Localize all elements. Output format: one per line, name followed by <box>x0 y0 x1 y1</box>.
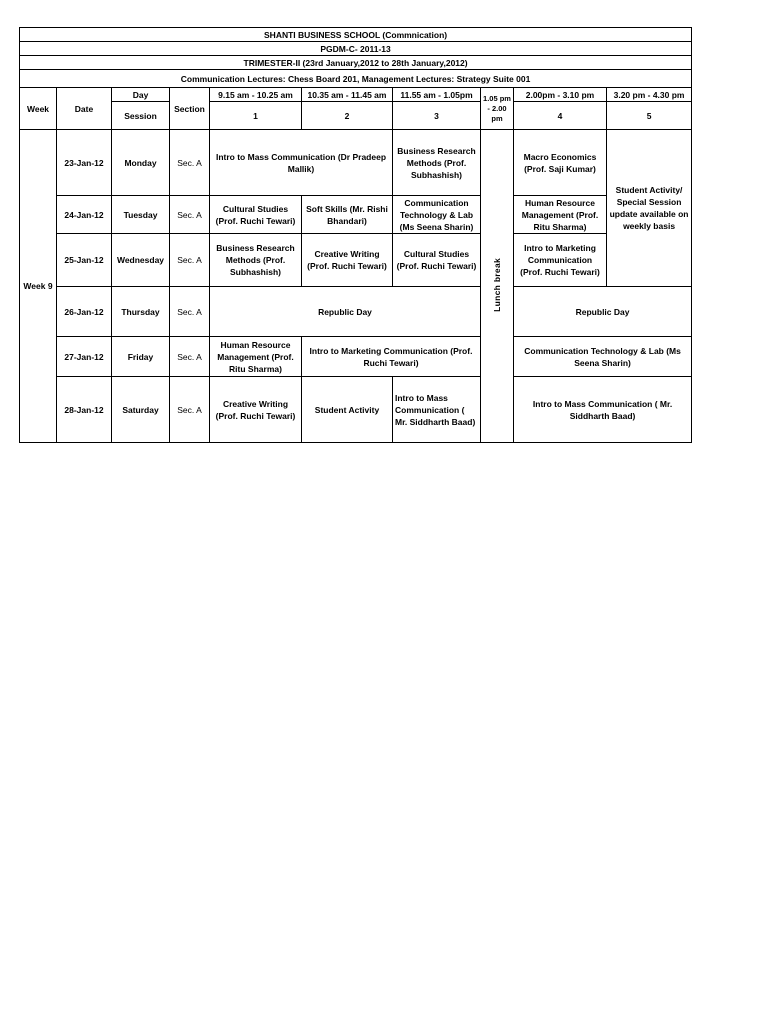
lecture-cell: Communication Technology & Lab (Ms Seena Sharin) <box>514 337 692 377</box>
lecture-cell: Cultural Studies (Prof. Ruchi Tewari) <box>210 196 302 234</box>
slot-time-5: 3.20 pm - 4.30 pm <box>607 88 692 102</box>
holiday-cell: Republic Day <box>210 287 481 337</box>
lecture-cell: Student Activity/ Special Session update available on weekly basis <box>607 130 692 287</box>
section-cell: Sec. A <box>170 377 210 443</box>
date-cell: 23-Jan-12 <box>57 130 112 196</box>
lecture-cell: Cultural Studies (Prof. Ruchi Tewari) <box>393 234 481 287</box>
day-cell: Friday <box>112 337 170 377</box>
table-row <box>20 234 692 287</box>
slot-time-2: 10.35 am - 11.45 am <box>302 88 393 102</box>
slot-num-5: 5 <box>607 102 692 130</box>
lunch-time-header: 1.05 pm - 2.00 pm <box>481 88 514 130</box>
section-cell: Sec. A <box>170 234 210 287</box>
table-row <box>20 130 692 196</box>
day-cell: Tuesday <box>112 196 170 234</box>
date-cell: 26-Jan-12 <box>57 287 112 337</box>
table-row <box>20 196 692 234</box>
slot-num-1: 1 <box>210 102 302 130</box>
slot-time-4: 2.00pm - 3.10 pm <box>514 88 607 102</box>
table-row <box>20 377 692 443</box>
holiday-cell: Republic Day <box>514 287 692 337</box>
slot-num-3: 3 <box>393 102 481 130</box>
section-cell: Sec. A <box>170 287 210 337</box>
date-cell: 24-Jan-12 <box>57 196 112 234</box>
lunch-break-cell <box>481 130 514 443</box>
lecture-cell: Business Research Methods (Prof. Subhashish) <box>210 234 302 287</box>
lecture-cell: Macro Economics (Prof. Saji Kumar) <box>514 130 607 196</box>
week-cell: Week 9 <box>20 130 57 443</box>
lecture-cell: Intro to Marketing Communication (Prof. Ruchi Tewari) <box>514 234 607 287</box>
lecture-cell: Student Activity <box>302 377 393 443</box>
slot-time-3: 11.55 am - 1.05pm <box>393 88 481 102</box>
program-title: PGDM-C- 2011-13 <box>20 42 692 56</box>
section-cell: Sec. A <box>170 337 210 377</box>
session-header: Session <box>112 102 170 130</box>
lecture-cell: Creative Writing (Prof. Ruchi Tewari) <box>210 377 302 443</box>
day-cell: Wednesday <box>112 234 170 287</box>
day-cell: Thursday <box>112 287 170 337</box>
slot-num-4: 4 <box>514 102 607 130</box>
lecture-cell: Human Resource Management (Prof. Ritu Sharma) <box>514 196 607 234</box>
timetable <box>19 27 692 443</box>
section-cell: Sec. A <box>170 196 210 234</box>
slot-num-2: 2 <box>302 102 393 130</box>
school-title: SHANTI BUSINESS SCHOOL (Commnication) <box>20 28 692 42</box>
lecture-cell: Business Research Methods (Prof. Subhashish) <box>393 130 481 196</box>
day-cell: Saturday <box>112 377 170 443</box>
lecture-cell: Soft Skills (Mr. Rishi Bhandari) <box>302 196 393 234</box>
table-row <box>20 287 692 337</box>
week-header: Week <box>20 88 57 130</box>
date-cell: 25-Jan-12 <box>57 234 112 287</box>
date-header: Date <box>57 88 112 130</box>
section-cell: Sec. A <box>170 130 210 196</box>
lecture-cell: Intro to Mass Communication ( Mr. Siddharth Baad) <box>514 377 692 443</box>
section-header: Section <box>170 88 210 130</box>
date-cell: 27-Jan-12 <box>57 337 112 377</box>
slot-time-1: 9.15 am - 10.25 am <box>210 88 302 102</box>
trimester-title: TRIMESTER-II (23rd January,2012 to 28th January,2012) <box>20 56 692 70</box>
lecture-cell: Communication Technology & Lab (Ms Seena Sharin) <box>393 196 481 234</box>
lunch-break-label: Lunch break <box>492 257 502 312</box>
lecture-cell: Intro to Marketing Communication (Prof. Ruchi Tewari) <box>302 337 481 377</box>
lecture-cell: Creative Writing (Prof. Ruchi Tewari) <box>302 234 393 287</box>
lecture-cell: Intro to Mass Communication (Dr Pradeep Mallik) <box>210 130 393 196</box>
venue-line: Communication Lectures: Chess Board 201, Management Lectures: Strategy Suite 001 <box>20 70 692 88</box>
table-row <box>20 337 692 377</box>
lecture-cell: Human Resource Management (Prof. Ritu Sharma) <box>210 337 302 377</box>
day-cell: Monday <box>112 130 170 196</box>
day-header: Day <box>112 88 170 102</box>
date-cell: 28-Jan-12 <box>57 377 112 443</box>
lecture-cell: Intro to Mass Communication ( Mr. Siddharth Baad) <box>393 377 481 443</box>
